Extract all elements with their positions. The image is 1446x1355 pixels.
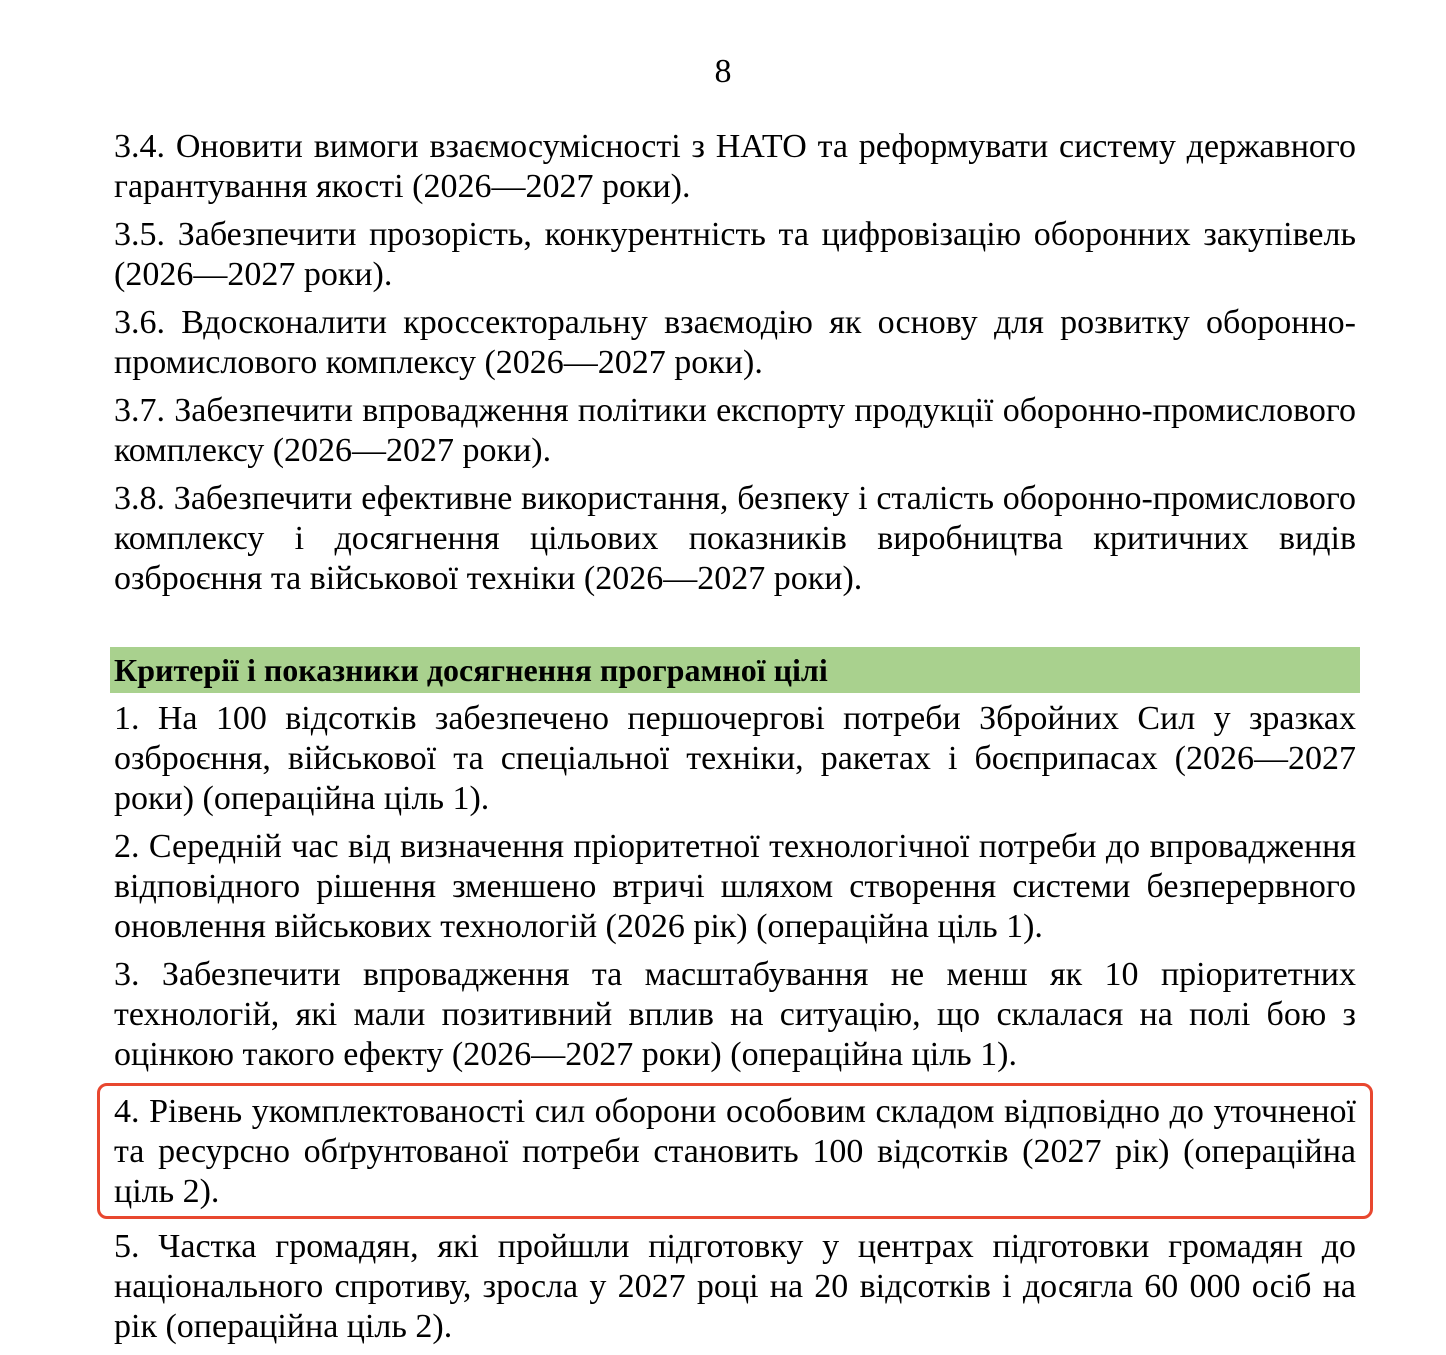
page-number: 8 <box>714 53 732 90</box>
task-3-6: 3.6. Вдосконалити кроссекторальну взаємодію як основу для розвитку оборонно-промислового комплексу (2026—2027 роки). <box>114 304 1356 381</box>
task-3-8: 3.8. Забезпечити ефективне використання, безпеку і сталість оборонно-промислового комплексу і досягнення цільових показників виробництва критичних видів озброєння та військової техніки (2026—2027 роки). <box>114 480 1356 597</box>
task-3-4: 3.4. Оновити вимоги взаємосумісності з НАТО та реформувати систему державного гарантування якості (2026—2027 роки). <box>114 128 1356 205</box>
criteria-section-heading: Критерії і показники досягнення програмної цілі <box>110 647 1360 693</box>
criterion-5: 5. Частка громадян, які пройшли підготовку у центрах підготовки громадян до національного спротиву, зросла у 2027 році на 20 відсотків і досягла 60 000 осіб на рік (операційна ціль 2). <box>114 1228 1356 1345</box>
criterion-2: 2. Середній час від визначення пріоритетної технологічної потреби до впровадження відповідного рішення зменшено втричі шляхом створення системи безперервного оновлення військових технологій (2026 рік) (операційна ціль 1). <box>114 828 1356 945</box>
criterion-4: 4. Рівень укомплектованості сил оборони особовим складом відповідно до уточненої та ресурсно обґрунтованої потреби становить 100 відсотків (2027 рік) (операційна ціль 2). <box>114 1093 1356 1210</box>
task-3-5: 3.5. Забезпечити прозорість, конкурентність та цифровізацію оборонних закупівель (2026—2027 роки). <box>114 216 1356 293</box>
criterion-1: 1. На 100 відсотків забезпечено першочергові потреби Збройних Сил у зразках озброєння, військової та спеціальної техніки, ракетах і боєприпасах (2026—2027 роки) (операційна ціль 1). <box>114 700 1356 817</box>
task-3-7: 3.7. Забезпечити впровадження політики експорту продукції оборонно-промислового комплексу (2026—2027 роки). <box>114 392 1356 469</box>
document-body <box>114 127 1356 1355</box>
highlighted-criterion-box <box>97 1083 1373 1219</box>
criterion-3: 3. Забезпечити впровадження та масштабування не менш як 10 пріоритетних технологій, які мали позитивний вплив на ситуацію, що склалася на полі бою з оцінкою такого ефекту (2026—2027 роки) (операційна ціль 1). <box>114 956 1356 1073</box>
